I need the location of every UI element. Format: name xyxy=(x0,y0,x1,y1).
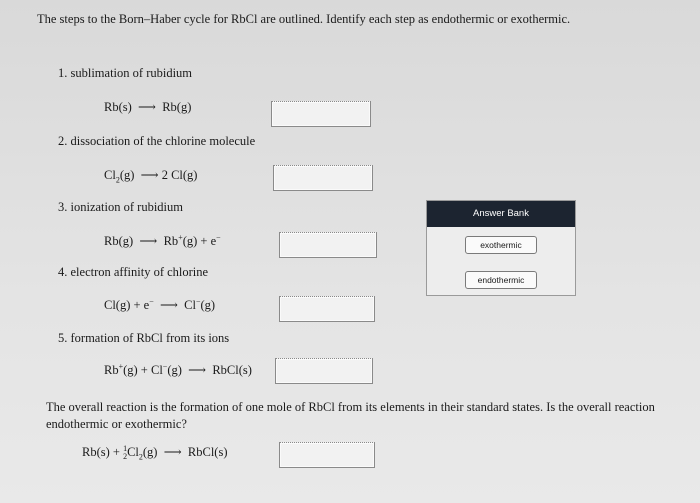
step-1-drop-zone[interactable] xyxy=(271,101,371,127)
step-4-title: 4. electron affinity of chlorine xyxy=(58,265,209,279)
step-4-equation: Cl(g) + e− ⟶ Cl−(g) xyxy=(104,297,216,313)
step-2-equation: $Cl_2(g)$ ⟶ 2 Cl(g) xyxy=(104,168,198,185)
step-5-drop-zone[interactable] xyxy=(275,358,373,384)
answer-chip-endothermic[interactable]: endothermic xyxy=(465,271,537,289)
step-2-drop-zone[interactable] xyxy=(273,165,373,191)
step-3-title: 3. ionization of rubidium xyxy=(58,200,183,214)
answer-bank-title: Answer Bank xyxy=(427,201,575,227)
step-3-drop-zone[interactable] xyxy=(279,232,377,258)
step-4-drop-zone[interactable] xyxy=(279,296,375,322)
step-5-equation: Rb+(g) + Cl−(g) ⟶ RbCl(s) xyxy=(104,362,252,378)
answer-chip-exothermic[interactable]: exothermic xyxy=(465,236,537,254)
overall-equation: Rb(s) + 1 $2Cl_2(g)$ ⟶ RbCl(s) xyxy=(82,444,228,462)
overall-drop-zone[interactable] xyxy=(279,442,375,468)
step-1-equation: Rb(s) ⟶ Rb(g) xyxy=(104,100,192,114)
step-3-equation: Rb(g) ⟶ Rb+(g) + e− xyxy=(104,233,221,249)
one-half-fraction: 1 2 xyxy=(123,444,128,462)
overall-question: The overall reaction is the formation of one mole of RbCl from its elements in their standard states. Is the overall reaction endothermic or exothermic? xyxy=(46,400,655,431)
question-intro: The steps to the Born–Haber cycle for RbCl are outlined. Identify each step as endothermic or exothermic. xyxy=(37,12,571,26)
answer-bank xyxy=(426,200,576,296)
step-5-title: 5. formation of RbCl from its ions xyxy=(58,331,230,345)
step-2-title: 2. dissociation of the chlorine molecule xyxy=(58,134,256,148)
step-1-title: 1. sublimation of rubidium xyxy=(58,66,193,80)
